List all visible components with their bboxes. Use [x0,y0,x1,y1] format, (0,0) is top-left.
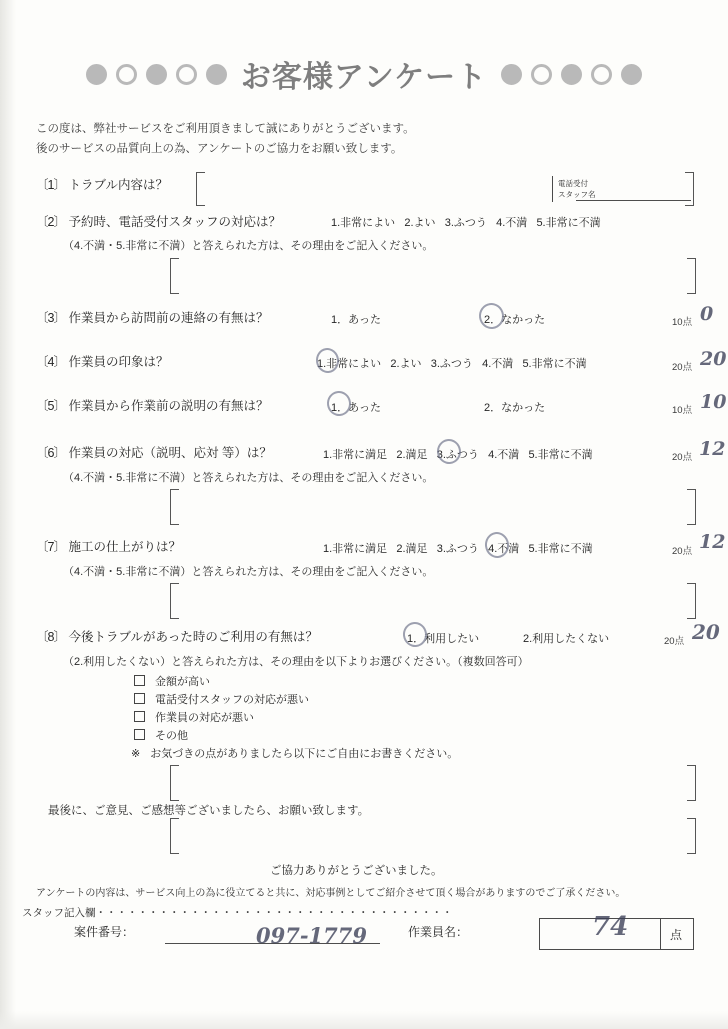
question-4-options [317,355,587,371]
q1-side-label-line-1: 電話受付 [558,179,588,188]
q5-option-2[interactable]: 2．なかった [484,402,546,414]
checkbox-icon[interactable] [134,693,145,704]
dot-icon [621,64,642,85]
q8-checkbox-label-2: 電話受付スタッフの対応が悪い [155,694,309,706]
q8-free-note-row [131,745,458,761]
q7-option-5[interactable]: 5.非常に不満 [528,543,593,555]
q8-checkbox-row-3[interactable] [134,709,254,725]
checkbox-icon[interactable] [134,675,145,686]
q8-option-2[interactable]: 2.利用したくない [523,633,610,645]
dot-icon [501,64,522,85]
question-4-number: 〔4〕 [36,355,65,369]
q8-checkbox-label-4: その他 [155,730,188,742]
q4-option-2[interactable]: 2.よい [390,358,422,370]
question-4-text: 作業員の印象は？ [68,355,169,369]
q1-side-label [558,178,596,201]
q4-option-1[interactable]: 1.非常によい [317,358,382,370]
question-5-text: 作業員から作業前の説明の有無は？ [68,399,269,413]
question-7-number: 〔7〕 [36,540,65,554]
q8-checkbox-row-4[interactable] [134,727,188,743]
question-2-options [331,214,601,230]
question-7-text: 施工の仕上がりは？ [68,540,181,554]
worker-name-label: 作業員名： [408,925,469,939]
q8-checkbox-row-1[interactable] [134,673,210,689]
scan-shadow-left [0,0,16,1029]
staff-section-label: スタッフ記入欄・・・・・・・・・・・・・・・・・・・・・・・・・・・・・・・・・・ [22,907,453,919]
question-1-text: トラブル内容は？ [68,178,168,192]
q3-score-handwritten: 0 [700,303,714,325]
case-number-label: 案件番号： [74,925,135,939]
thanks-text: ご協力ありがとうございました。 [270,865,443,877]
q3-points-label: 10点 [672,317,693,328]
q6-points-label: 20点 [672,452,693,463]
q3-option-2[interactable]: 2．なかった [484,314,546,326]
question-2-number: 〔2〕 [36,215,65,229]
total-score-unit: 点 [670,928,683,942]
question-3-label [36,308,268,326]
q6-option-3[interactable]: 3.ふつう [436,449,479,461]
q8-free-comment-field[interactable] [170,765,696,799]
question-1-number: 〔1〕 [36,178,65,192]
dot-icon [176,64,197,85]
q8-option-1[interactable]: 1．利用したい [407,633,480,645]
q7-option-2[interactable]: 2.満足 [396,543,428,555]
q4-score-handwritten: 20 [700,348,727,370]
q1-divider [552,176,553,202]
question-7-reason-field[interactable] [170,583,696,617]
closing-request-text: 最後に、ご意見、ご感想等ございましたら、お願い致します。 [48,805,370,817]
q2-option-1[interactable]: 1.非常によい [331,217,396,229]
usage-note-text: アンケートの内容は、サービス向上の為に役立てると共に、対応事例としてご紹介させて頂く場合がありますのでご了承ください。 [36,888,626,899]
dot-icon [206,64,227,85]
total-score-handwritten: 74 [592,912,629,942]
question-2-reason-field[interactable] [170,258,696,292]
q4-option-4[interactable]: 4.不満 [482,358,514,370]
question-6-number: 〔6〕 [36,446,65,460]
question-6-label [36,443,272,461]
checkbox-icon[interactable] [134,729,145,740]
dot-icon [146,64,167,85]
q5-points-label: 10点 [672,405,693,416]
question-8-number: 〔8〕 [36,630,65,644]
question-7-options [323,540,593,556]
q7-option-3[interactable]: 3.ふつう [436,543,479,555]
dot-icon [591,64,612,85]
q1-side-label-line-2: スタッフ名 [558,190,596,200]
question-8-text: 今後トラブルがあった時のご利用の有無は？ [68,630,318,644]
q8-checkbox-row-2[interactable] [134,691,309,707]
q7-score-handwritten: 12 [699,531,726,553]
question-2-text: 予約時、電話受付スタッフの対応は？ [68,215,281,229]
intro-line-2: 後のサービスの品質向上の為、アンケートのご協力をお願い致します。 [36,142,403,155]
question-7-label [36,537,181,555]
intro-text [36,120,415,159]
scan-shadow-bottom [0,1011,728,1029]
q2-option-5[interactable]: 5.非常に不満 [536,217,601,229]
q7-points-label: 20点 [672,546,693,557]
question-6-subnote: （4.不満・5.非常に不満）と答えられた方は、その理由をご記入ください。 [63,472,434,484]
page-title: お客様アンケート [240,61,488,94]
question-4-label [36,352,168,370]
closing-comment-field[interactable] [170,818,696,852]
checkbox-icon[interactable] [134,711,145,722]
page-header [0,46,728,102]
q6-option-5[interactable]: 5.非常に不満 [528,449,593,461]
q4-option-5[interactable]: 5.非常に不満 [522,358,587,370]
question-5-label [36,396,268,414]
question-5-number: 〔5〕 [36,399,65,413]
q4-option-3[interactable]: 3.ふつう [430,358,473,370]
question-7-subnote: （4.不満・5.非常に不満）と答えられた方は、その理由をご記入ください。 [63,566,434,578]
q2-option-4[interactable]: 4.不満 [496,217,528,229]
case-number-handwritten: 097-1779 [256,923,367,948]
question-3-number: 〔3〕 [36,311,65,325]
q4-points-label: 20点 [672,362,693,373]
question-6-reason-field[interactable] [170,489,696,523]
question-8-subnote: （2.利用したくない）と答えられた方は、その理由を以下よりお選びください。（複数回答可） [63,656,529,668]
q7-option-1[interactable]: 1.非常に満足 [323,543,388,555]
question-2-subnote: （4.不満・5.非常に不満）と答えられた方は、その理由をご記入ください。 [63,240,434,252]
scan-shadow-top [0,0,728,10]
q8-points-label: 20点 [664,636,685,647]
q6-option-4[interactable]: 4.不満 [488,449,520,461]
question-6-text: 作業員の対応（説明、応対 等）は？ [68,446,272,460]
dot-icon [561,64,582,85]
q8-checkbox-label-3: 作業員の対応が悪い [155,712,254,724]
q6-option-2[interactable]: 2.満足 [396,449,428,461]
q6-option-1[interactable]: 1.非常に満足 [323,449,388,461]
q5-score-handwritten: 10 [700,391,727,413]
question-2-label [36,212,281,230]
dot-icon [116,64,137,85]
intro-line-1: この度は、弊社サービスをご利用頂きまして誠にありがとうございます。 [36,123,415,135]
q2-option-3[interactable]: 3.ふつう [444,217,487,229]
q6-score-handwritten: 12 [699,438,726,460]
decorative-dots-right [501,64,642,85]
question-8-label [36,627,318,645]
q7-option-4[interactable]: 4.不満 [488,543,520,555]
dot-icon [86,64,107,85]
dot-icon [531,64,552,85]
q8-free-note-label: お気づきの点がありましたら以下にご自由にお書きください。 [150,748,459,760]
q5-option-1[interactable]: 1．あった [331,402,382,414]
q8-checkbox-label-1: 金額が高い [155,676,210,688]
asterisk-icon: ※ [131,748,141,760]
q3-option-1[interactable]: 1．あった [331,314,382,326]
decorative-dots-left [86,64,227,85]
q1-staff-name-rule[interactable] [576,200,691,201]
total-score-box-divider [660,918,661,950]
q2-option-2[interactable]: 2.よい [404,217,436,229]
question-1-label [36,175,168,193]
q8-score-handwritten: 20 [692,620,720,644]
question-3-text: 作業員から訪問前の連絡の有無は？ [68,311,269,325]
